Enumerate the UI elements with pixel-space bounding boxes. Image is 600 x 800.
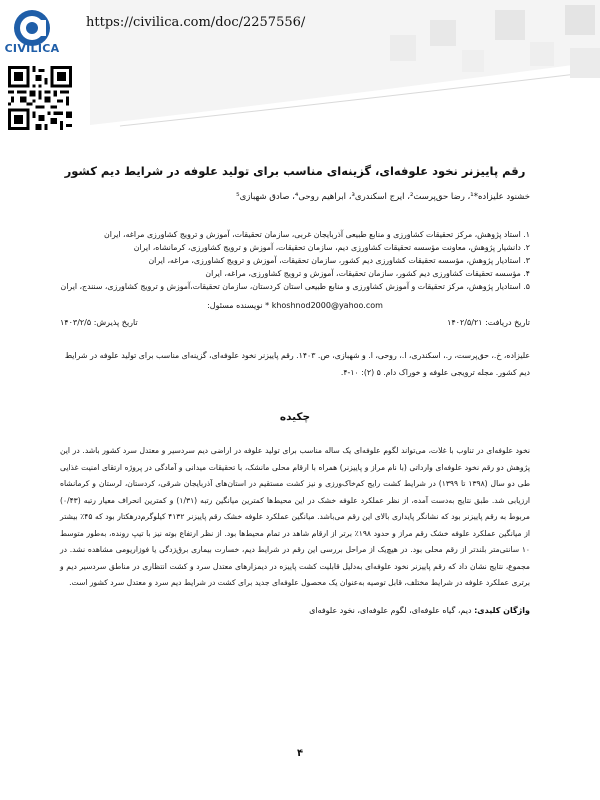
accepted-date: تاریخ پذیرش: ۱۴۰۳/۲/۵ bbox=[60, 318, 138, 327]
abstract-text: نخود علوفه‌ای در تناوب با غلات، می‌تواند لگوم علوفه‌ای یک ساله مناسب برای تولید علوفه در اراضی دیم سردسیر و معتدل سرد کشور باشد. در این پژوهش دو رقم نخود علوفه‌ای وارداتی (با نام مراز و پاییزنر) همراه با ارقام محلی مانشک، با تحقیقات میدانی و آمادگی در پروژه ارتقای امنیت غذایی طی دو سال (۱۳۹۸ تا ۱۳۹۹) در شرایط کشت رایج کم‌خاک‌ورزی و نیز کشت مستقیم در استان‌های آذربایجان شرقی، کردستان، لرستان و کرمانشاه ارزیابی شد. طبق نتایج به‌دست آمده، از نظر عملکرد علوفه خشک در این محیط‌ها کمترین میانگین رتبه (۱/۳۱) و کمترین انحراف معیار رتبه (۰/۴۳) مربوط به رقم پاییزنر بود که نشانگر پایداری بالای این رقم می‌باشد. میانگین عملکرد علوفه خشک رقم پاییزنر ۴۱۳۲ کیلوگرم‌درهکتار بود که ۴۵٪ بیشتر از میانگین عملکرد علوفه خشک رقم مراز و حدود ۱۹۸٪ برتر از ارقام شاهد در تمام محیط‌ها بود. از نظر ارتفاع بوته نیز با تیپ رونده، به‌طور متوسط ۱۰ سانتی‌متر بلندتر از رقم محلی بود. در هیچ‌یک از مراحل بررسی این رقم در شرایط دیم، خسارت بیماری برق‌زدگی یا فوزاریومی مشاهده نشد. در مجموع، نتایج نشان داد که رقم پاییزنر نخود علوفه‌ای به‌دلیل قابلیت کشت پاییزه در دیمزارهای معتدل سرد و کشت انتظاری در مناطق سردسیر دیم و برتری عملکرد علوفه در شرایط مختلف، قابل توصیه به‌عنوان یک محصول علوفه‌ای جدید برای کشت در شرایط دیم سرد و معتدل سرد کشور است. bbox=[60, 446, 530, 587]
correspondence bbox=[60, 301, 530, 310]
page-header bbox=[0, 0, 600, 140]
affiliation-list bbox=[60, 228, 530, 293]
correspondence-email[interactable]: khoshnod2000@yahoo.com bbox=[271, 301, 383, 310]
keywords-value: دیم، گیاه علوفه‌ای، لگوم علوفه‌ای، نخود علوفه‌ای bbox=[309, 605, 472, 615]
affiliation-item: ۲. دانشیار پژوهش، معاونت مؤسسه تحقیقات کشاورزی دیم، سازمان تحقیقات، آموزش و ترویج کشاورزی، کرمانشاه، ایران bbox=[133, 243, 530, 252]
affiliation-item: ۱. استاد پژوهش، مرکز تحقیقات کشاورزی و منابع طبیعی آذربایجان غربی، سازمان تحقیقات، آموزش و ترویج کشاورزی مراغه، ایران bbox=[104, 230, 530, 239]
abstract-heading: چکیده bbox=[279, 411, 311, 423]
affiliation-item: ۳. استادیار پژوهش، مؤسسه تحقیقات کشاورزی دیم کشور، سازمان تحقیقات، آموزش و ترویج کشاورزی، مراغه، ایران bbox=[148, 256, 530, 265]
author-list: خشنود علیزاده*¹، رضا حق‌پرست²، ایرج اسکندری³، ابراهیم روحی⁴، صادق شهبازی⁵ bbox=[236, 192, 530, 202]
document-url[interactable]: https://civilica.com/doc/2257556/ bbox=[86, 15, 306, 30]
affiliation-item: ۵. استادیار پژوهش، مرکز تحقیقات و آموزش کشاورزی و منابع طبیعی استان کردستان، سازمان تحقیقات،آموزش و ترویج کشاورزی، سنندج، ایران bbox=[60, 282, 530, 291]
citation: علیزاده، خ.، حق‌پرست، ر.، اسکندری، ا.، روحی، ا. و شهبازی، ص. ۱۴۰۳. رقم پاییزنر نخود علوفه‌ای، گزینه‌ای مناسب برای تولید علوفه در شرایط دیم کشور. مجله ترویجی علوفه و خوراک دام. ۵ (۲): ۱۰-۴. bbox=[64, 351, 530, 377]
keywords-label: واژگان کلیدی: bbox=[474, 605, 530, 615]
qr-code-icon bbox=[8, 66, 72, 130]
paper-title: رقم پاییزنر نخود علوفه‌ای، گزینه‌ای مناسب برای تولید علوفه در شرایط دیم کشور bbox=[64, 164, 526, 178]
affiliation-item: ۴. مؤسسه تحقیقات کشاورزی دیم کشور، سازمان تحقیقات، آموزش و ترویج کشاورزی، مراغه، ایران bbox=[205, 269, 530, 278]
keywords bbox=[60, 606, 530, 615]
paper-front-matter bbox=[60, 158, 530, 615]
received-date: تاریخ دریافت: ۱۴۰۲/۵/۲۱ bbox=[447, 318, 530, 327]
logo-text: CIVILICA bbox=[4, 42, 60, 55]
date-row bbox=[60, 318, 530, 327]
correspondence-label: * نویسنده مسئول: bbox=[207, 301, 270, 310]
page-number: ۴ bbox=[296, 748, 304, 759]
